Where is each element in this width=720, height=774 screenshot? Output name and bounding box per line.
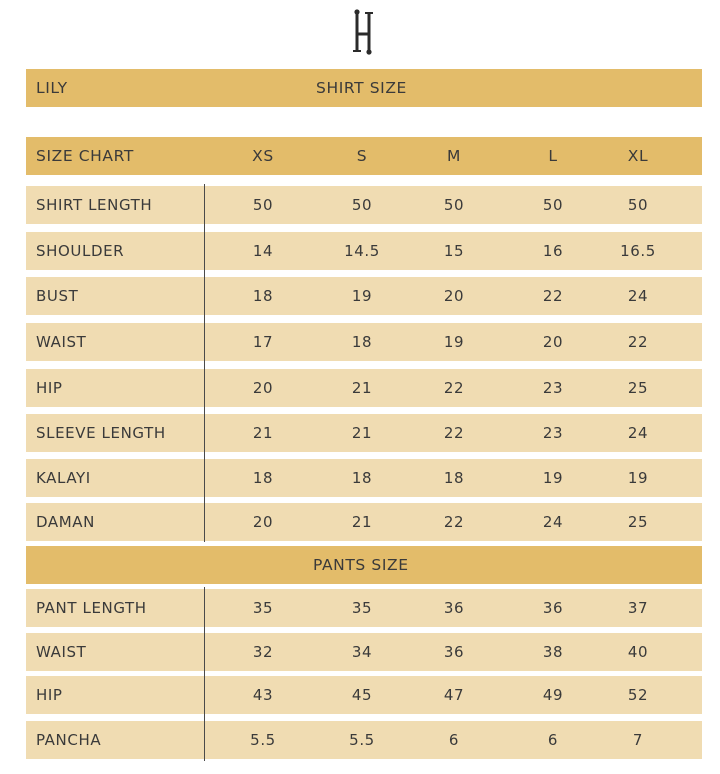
value-cell: 22 — [443, 424, 465, 442]
value-cell: 40 — [627, 643, 649, 661]
brand-name: LILY — [36, 79, 68, 97]
value-cell: 19 — [627, 469, 649, 487]
size-header-s: S — [356, 147, 368, 165]
value-cell: 18 — [351, 333, 373, 351]
value-cell: 18 — [351, 469, 373, 487]
size-header-band — [26, 137, 702, 175]
value-cell: 35 — [351, 599, 373, 617]
value-cell: 25 — [627, 379, 649, 397]
size-header-l: L — [548, 147, 558, 165]
value-cell: 43 — [252, 686, 274, 704]
table-row — [26, 503, 702, 541]
value-cell: 50 — [351, 196, 373, 214]
value-cell: 50 — [443, 196, 465, 214]
table-row — [26, 414, 702, 452]
value-cell: 5.5 — [250, 731, 276, 749]
value-cell: 15 — [443, 242, 465, 260]
value-cell: 49 — [542, 686, 564, 704]
value-cell: 50 — [542, 196, 564, 214]
value-cell: 7 — [632, 731, 644, 749]
row-label: SHIRT LENGTH — [36, 196, 153, 214]
value-cell: 25 — [627, 513, 649, 531]
value-cell: 24 — [627, 424, 649, 442]
value-cell: 5.5 — [349, 731, 375, 749]
table-row — [26, 589, 702, 627]
value-cell: 24 — [542, 513, 564, 531]
value-cell: 36 — [542, 599, 564, 617]
title-band — [26, 69, 702, 107]
value-cell: 45 — [351, 686, 373, 704]
row-label: PANCHA — [36, 731, 102, 749]
table-row — [26, 186, 702, 224]
size-header-xs: XS — [252, 147, 274, 165]
pants-size-title: PANTS SIZE — [313, 556, 409, 574]
value-cell: 18 — [252, 469, 274, 487]
row-label: SHOULDER — [36, 242, 125, 260]
table-row — [26, 323, 702, 361]
value-cell: 17 — [252, 333, 274, 351]
table-row — [26, 633, 702, 671]
table-row — [26, 459, 702, 497]
brand-logo-icon — [348, 8, 378, 56]
value-cell: 50 — [627, 196, 649, 214]
value-cell: 36 — [443, 643, 465, 661]
value-cell: 36 — [443, 599, 465, 617]
value-cell: 22 — [542, 287, 564, 305]
value-cell: 37 — [627, 599, 649, 617]
value-cell: 6 — [448, 731, 460, 749]
value-cell: 21 — [351, 379, 373, 397]
size-header-xl: XL — [627, 147, 649, 165]
value-cell: 19 — [542, 469, 564, 487]
row-label: SLEEVE LENGTH — [36, 424, 166, 442]
table-row — [26, 232, 702, 270]
row-label: DAMAN — [36, 513, 95, 531]
row-label: PANT LENGTH — [36, 599, 147, 617]
value-cell: 22 — [443, 513, 465, 531]
value-cell: 21 — [351, 513, 373, 531]
value-cell: 6 — [547, 731, 559, 749]
pants-title-band — [26, 546, 702, 584]
size-header-m: M — [447, 147, 461, 165]
value-cell: 35 — [252, 599, 274, 617]
table-row — [26, 676, 702, 714]
row-label: HIP — [36, 686, 63, 704]
value-cell: 16 — [542, 242, 564, 260]
value-cell: 52 — [627, 686, 649, 704]
value-cell: 18 — [443, 469, 465, 487]
value-cell: 18 — [252, 287, 274, 305]
column-divider — [204, 587, 205, 761]
value-cell: 22 — [627, 333, 649, 351]
value-cell: 19 — [351, 287, 373, 305]
value-cell: 22 — [443, 379, 465, 397]
value-cell: 20 — [252, 513, 274, 531]
value-cell: 23 — [542, 379, 564, 397]
value-cell: 20 — [542, 333, 564, 351]
value-cell: 14.5 — [344, 242, 380, 260]
value-cell: 20 — [443, 287, 465, 305]
value-cell: 38 — [542, 643, 564, 661]
size-chart-label: SIZE CHART — [36, 147, 134, 165]
value-cell: 24 — [627, 287, 649, 305]
column-divider — [204, 184, 205, 542]
value-cell: 47 — [443, 686, 465, 704]
table-row — [26, 721, 702, 759]
row-label: BUST — [36, 287, 79, 305]
table-row — [26, 369, 702, 407]
value-cell: 21 — [252, 424, 274, 442]
row-label: WAIST — [36, 333, 87, 351]
value-cell: 16.5 — [620, 242, 656, 260]
value-cell: 20 — [252, 379, 274, 397]
value-cell: 32 — [252, 643, 274, 661]
value-cell: 21 — [351, 424, 373, 442]
value-cell: 14 — [252, 242, 274, 260]
table-row — [26, 277, 702, 315]
row-label: HIP — [36, 379, 63, 397]
value-cell: 23 — [542, 424, 564, 442]
row-label: WAIST — [36, 643, 87, 661]
value-cell: 19 — [443, 333, 465, 351]
shirt-size-title: SHIRT SIZE — [316, 79, 407, 97]
row-label: KALAYI — [36, 469, 91, 487]
value-cell: 50 — [252, 196, 274, 214]
value-cell: 34 — [351, 643, 373, 661]
